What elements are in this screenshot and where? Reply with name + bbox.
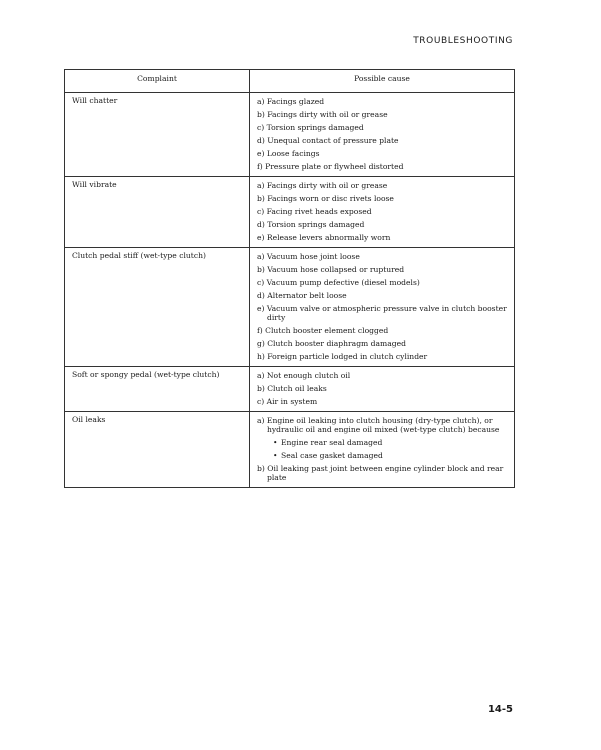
complaint-cell: Will chatter [65, 93, 250, 177]
sub-cause-list [273, 438, 508, 460]
cause-item: h) Foreign particle lodged in clutch cylinder [257, 352, 428, 361]
complaint-cell: Clutch pedal stiff (wet-type clutch) [65, 248, 250, 367]
cause-item: d) Unequal contact of pressure plate [257, 136, 399, 145]
cause-item: a) Facings glazed [257, 97, 325, 106]
column-header-complaint: Complaint [65, 70, 250, 93]
table-row [65, 177, 515, 248]
cause-list [257, 252, 508, 361]
cause-item: e) Loose facings [257, 149, 320, 158]
causes-cell [250, 248, 515, 367]
cause-list [257, 97, 508, 171]
cause-item: a) Facings dirty with oil or grease [257, 181, 388, 190]
page-number: 14-5 [487, 704, 513, 715]
column-header-possible-cause: Possible cause [250, 70, 515, 93]
sub-cause-item [273, 438, 508, 447]
sub-cause-text: Seal case gasket damaged [281, 451, 383, 460]
cause-list [257, 371, 508, 406]
complaint-cell: Will vibrate [65, 177, 250, 248]
cause-item: d) Torsion springs damaged [257, 220, 365, 229]
cause-item [257, 416, 508, 460]
cause-item: b) Vacuum hose collapsed or ruptured [257, 265, 405, 274]
causes-cell [250, 177, 515, 248]
cause-item: c) Air in system [257, 397, 318, 406]
table-header-row [65, 70, 515, 93]
cause-item: b) Clutch oil leaks [257, 384, 327, 393]
cause-item: a) Vacuum hose joint loose [257, 252, 360, 261]
cause-item: g) Clutch booster diaphragm damaged [257, 339, 407, 348]
table-row [65, 248, 515, 367]
cause-list [257, 181, 508, 242]
bullet-icon: • [273, 451, 278, 460]
cause-list [257, 416, 508, 482]
table-row [65, 412, 515, 488]
causes-cell [250, 412, 515, 488]
cause-item-text: a) Engine oil leaking into clutch housing (dry-type clutch), or hydraulic oil and engine oil mixed (wet-type clutch) because [257, 416, 500, 434]
sub-cause-text: Engine rear seal damaged [281, 438, 383, 447]
page-header-title: TROUBLESHOOTING [413, 36, 513, 46]
cause-item: e) Release levers abnormally worn [257, 233, 391, 242]
cause-item: f) Pressure plate or flywheel distorted [257, 162, 404, 171]
sub-cause-item [273, 451, 508, 460]
cause-item: b) Facings dirty with oil or grease [257, 110, 388, 119]
bullet-icon: • [273, 438, 278, 447]
cause-item: c) Facing rivet heads exposed [257, 207, 372, 216]
troubleshooting-table [64, 69, 515, 488]
cause-item: c) Torsion springs damaged [257, 123, 364, 132]
cause-item: e) Vacuum valve or atmospheric pressure valve in clutch booster dirty [257, 304, 507, 322]
cause-item: f) Clutch booster element clogged [257, 326, 389, 335]
cause-item: c) Vacuum pump defective (diesel models) [257, 278, 420, 287]
cause-item: a) Not enough clutch oil [257, 371, 351, 380]
cause-item: b) Oil leaking past joint between engine cylinder block and rear plate [257, 464, 504, 482]
causes-cell [250, 367, 515, 412]
complaint-cell: Soft or spongy pedal (wet-type clutch) [65, 367, 250, 412]
table-row [65, 93, 515, 177]
cause-item: b) Facings worn or disc rivets loose [257, 194, 394, 203]
cause-item: d) Alternator belt loose [257, 291, 347, 300]
causes-cell [250, 93, 515, 177]
complaint-cell: Oil leaks [65, 412, 250, 488]
table-row [65, 367, 515, 412]
